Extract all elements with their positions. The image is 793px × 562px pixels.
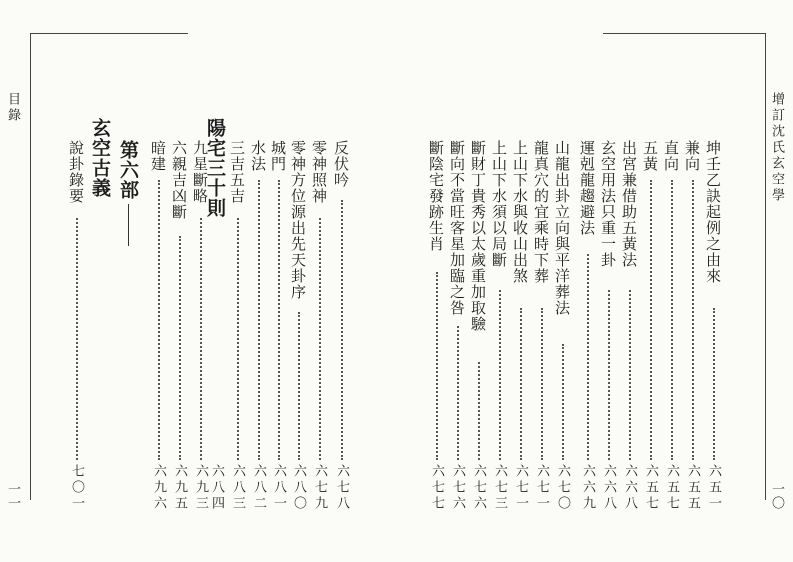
toc-entry-title: 龍真穴的宜乘時下葬 (532, 140, 550, 284)
toc-page-number: 六八三 (230, 464, 245, 512)
toc-entry-title: 直向 (662, 140, 680, 172)
toc-leader-dots (608, 290, 610, 460)
toc-leader-dots (457, 326, 459, 460)
toc-page-number: 六六八 (622, 464, 637, 512)
toc-entry-title: 三吉五吉 (228, 140, 246, 204)
toc-page-number: 六八四 (209, 464, 224, 512)
toc-leader-dots (258, 180, 260, 460)
toc-entry[interactable] (68, 140, 86, 525)
right-top-rule (603, 33, 765, 34)
toc-leader-dots (520, 308, 522, 460)
toc-entry[interactable] (705, 140, 723, 525)
toc-leader-dots (541, 308, 543, 460)
toc-entry-title: 九星斷略 (191, 140, 209, 204)
right-running-header: 增訂沈氏玄空學 (769, 92, 784, 204)
toc-leader-dots (298, 312, 300, 460)
toc-entry[interactable] (554, 140, 572, 525)
toc-entry-title: 斷陰宅發跡生肖 (427, 140, 445, 252)
toc-entry[interactable] (579, 140, 597, 525)
toc-entry[interactable] (600, 140, 618, 525)
toc-entry[interactable] (663, 140, 681, 525)
toc-entry-title: 五黃 (641, 140, 659, 172)
toc-page-number: 六七九 (312, 464, 327, 512)
toc-entry-title: 出宮兼借助五黃法 (620, 140, 638, 268)
toc-page-number: 六五五 (685, 464, 700, 512)
toc-entry-title: 說卦錄要 (67, 140, 85, 204)
right-frame-rule (765, 33, 766, 453)
toc-entry-title: 玄空用法只重一卦 (599, 140, 617, 268)
toc-entry-title: 斷財丁貴秀以太歲重加取驗 (469, 140, 487, 332)
toc-page-number: 六五一 (706, 464, 721, 512)
section-heading (90, 118, 112, 218)
toc-entry-title: 上山下水與收山出煞 (511, 140, 529, 284)
toc-entry[interactable] (192, 140, 210, 525)
toc-entry[interactable] (171, 140, 189, 525)
toc-entry[interactable] (684, 140, 702, 525)
toc-entry[interactable] (150, 140, 168, 525)
part-heading (118, 140, 140, 250)
part-heading-rule (128, 204, 129, 246)
toc-page-number: 六五七 (664, 464, 679, 512)
toc-page-number: 六七七 (429, 464, 444, 512)
toc-entry-title: 零神方位源出先天卦序 (289, 140, 307, 300)
toc-entry[interactable] (512, 140, 530, 525)
toc-page-number: 六七八 (334, 464, 349, 512)
toc-page-number: 六七一 (513, 464, 528, 512)
toc-entry-title: 山龍出卦立向與平洋葬法 (553, 140, 571, 316)
toc-entry[interactable] (428, 140, 446, 525)
toc-entry[interactable] (228, 140, 246, 525)
toc-page-number: 六九六 (151, 464, 166, 512)
left-frame-rule (30, 33, 31, 453)
toc-entry[interactable] (533, 140, 551, 525)
toc-page-number: 六八一 (271, 464, 286, 512)
right-page-number: 一〇 (769, 482, 784, 510)
toc-leader-dots (713, 308, 715, 460)
toc-entry[interactable] (270, 140, 288, 525)
toc-entry[interactable] (642, 140, 660, 525)
toc-page-number: 六七六 (450, 464, 465, 512)
toc-entry-title: 上山下水須以局斷 (490, 140, 508, 268)
toc-leader-dots (562, 344, 564, 460)
toc-entry[interactable] (470, 140, 488, 525)
toc-entry-title: 反伏吟 (332, 140, 350, 188)
toc-page-number: 六八二 (251, 464, 266, 512)
toc-leader-dots (478, 362, 480, 460)
toc-leader-dots (319, 218, 321, 460)
toc-leader-dots (179, 236, 181, 460)
toc-page-number: 六六八 (601, 464, 616, 512)
toc-page-number: 六九三 (193, 464, 208, 512)
toc-entry[interactable] (290, 140, 308, 525)
toc-leader-dots (436, 272, 438, 460)
toc-entry-title: 六親吉凶斷 (170, 140, 188, 220)
toc-entry[interactable] (491, 140, 509, 525)
toc-page-number: 六九五 (172, 464, 187, 512)
toc-leader-dots (76, 218, 78, 460)
toc-page-number: 六八〇 (291, 464, 306, 512)
toc-entry[interactable] (333, 140, 351, 525)
toc-entry-title: 斷向不當旺客星加臨之咎 (448, 140, 466, 316)
toc-entry[interactable] (449, 140, 467, 525)
toc-leader-dots (629, 290, 631, 460)
toc-page-number: 六五七 (643, 464, 658, 512)
toc-entry-title: 坤壬乙訣起例之由來 (704, 140, 722, 284)
toc-leader-dots (671, 180, 673, 460)
left-bottom-rule (30, 440, 31, 500)
toc-leader-dots (200, 218, 202, 460)
toc-leader-dots (650, 180, 652, 460)
toc-entry-title: 零神照神 (310, 140, 328, 204)
toc-entry-title: 兼向 (683, 140, 701, 172)
toc-entry-title: 水法 (249, 140, 267, 172)
toc-page-number: 六七一 (534, 464, 549, 512)
toc-leader-dots (587, 254, 589, 460)
toc-page-number: 六六九 (580, 464, 595, 512)
toc-page-number: 六七三 (492, 464, 507, 512)
right-bottom-rule (765, 440, 766, 500)
toc-leader-dots (341, 200, 343, 460)
toc-leader-dots (278, 180, 280, 460)
toc-entry[interactable] (250, 140, 268, 525)
left-page-number: 一一 (5, 482, 20, 510)
toc-entry-title: 城門 (269, 140, 287, 172)
toc-page-number: 七〇一 (69, 464, 84, 512)
left-top-rule (30, 33, 188, 34)
toc-page-number: 六七〇 (555, 464, 570, 512)
toc-entry[interactable] (311, 140, 329, 525)
left-running-header: 目錄 (5, 92, 20, 124)
toc-page-number: 六七六 (471, 464, 486, 512)
toc-entry-title: 暗建 (149, 140, 167, 172)
toc-entry-title: 運剋龍趨避法 (578, 140, 596, 236)
section-heading-title: 玄空古義 (89, 118, 111, 198)
section-heading-title: 陽宅三十則 (204, 118, 226, 218)
toc-entry[interactable] (621, 140, 639, 525)
part-heading-title: 第六部 (117, 140, 139, 200)
toc-leader-dots (692, 180, 694, 460)
toc-leader-dots (499, 290, 501, 460)
toc-leader-dots (158, 180, 160, 460)
